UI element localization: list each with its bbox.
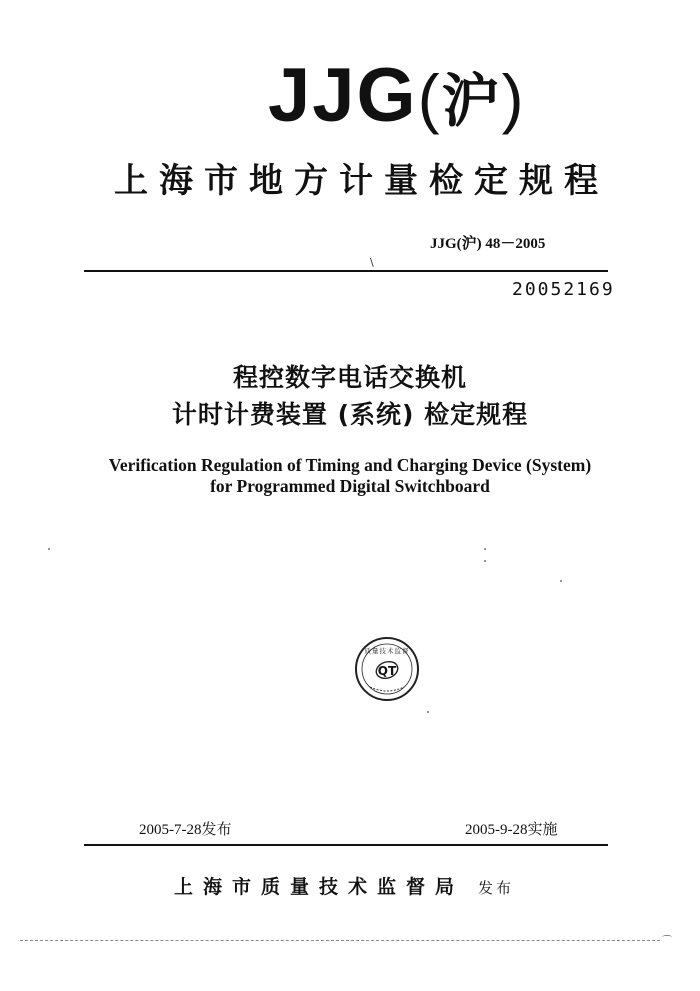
scan-speck: [484, 560, 486, 562]
scan-artifact-line: [20, 940, 660, 941]
top-divider: [84, 270, 608, 272]
issue-date: 2005-7-28发布: [139, 822, 232, 838]
scan-speck: [484, 548, 486, 550]
scan-artifact-corner: ⌒: [662, 936, 672, 947]
publisher-name: 上海市质量技术监督局: [174, 876, 465, 898]
standard-code: [268, 53, 526, 138]
title-en-line2: for Programmed Digital Switchboard: [210, 476, 490, 496]
scan-artifact-mark: \: [370, 256, 374, 269]
library-seal: [352, 634, 422, 704]
seal-center-text: QT: [377, 664, 397, 678]
standard-number: JJG(沪) 48－2005: [430, 236, 546, 252]
code-region: 沪: [441, 67, 502, 135]
title-zh-line1: 程控数字电话交换机: [232, 363, 467, 392]
archive-number: 20052169: [512, 279, 615, 300]
scan-speck: [560, 580, 562, 582]
effective-date: 2005-9-28实施: [465, 822, 558, 838]
code-paren-close: ): [501, 61, 526, 135]
code-paren-open: (: [417, 61, 442, 135]
title-zh-line2: 计时计费装置 (系统) 检定规程: [171, 400, 529, 429]
standard-type-title: 上海市地方计量检定规程: [114, 161, 609, 201]
code-prefix: JJG: [268, 53, 418, 138]
bottom-divider: [84, 844, 608, 846]
publisher-suffix: 发布: [478, 879, 515, 897]
title-en-line1: Verification Regulation of Timing and Charging Device (System): [108, 455, 592, 475]
scan-speck: [427, 711, 429, 713]
scan-speck: [48, 548, 50, 550]
seal-graphic: [352, 634, 422, 704]
seal-ring-text: 质量技术监督: [364, 647, 410, 655]
